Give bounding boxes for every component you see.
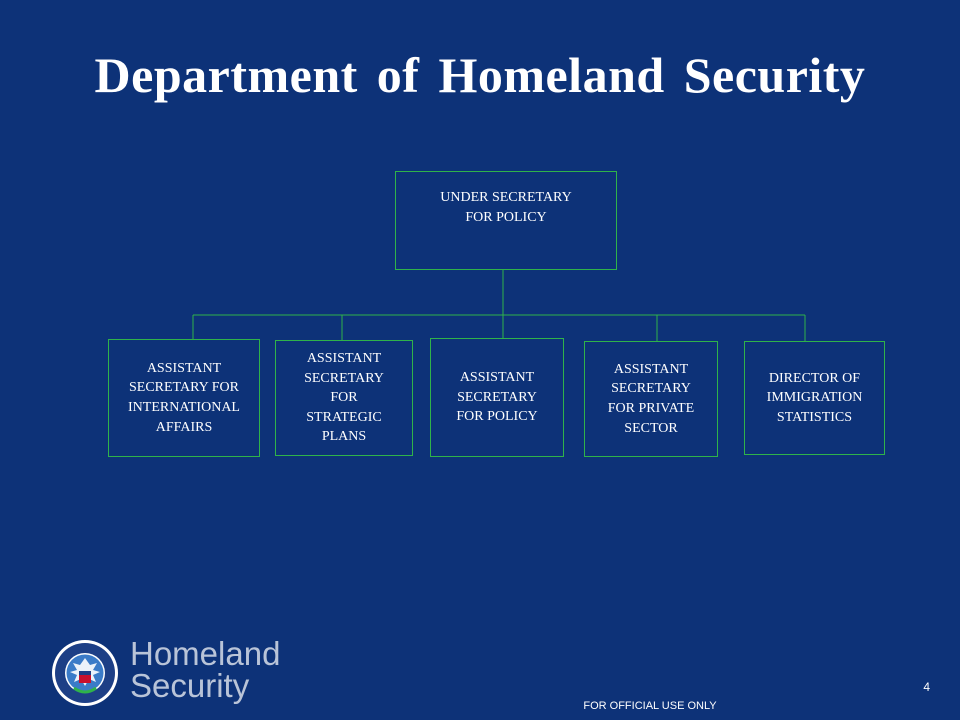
org-box-under-secretary xyxy=(395,171,617,270)
wordmark-line1: Homeland xyxy=(130,635,281,672)
org-box-international-affairs xyxy=(108,339,260,457)
org-box-label: DIRECTOR OF IMMIGRATION STATISTICS xyxy=(766,370,863,425)
classification-footer: FOR OFFICIAL USE ONLY xyxy=(583,700,717,712)
org-box-label: ASSISTANT SECRETARY FOR PRIVATE SECTOR xyxy=(607,361,695,436)
org-box-assistant-policy xyxy=(430,338,564,457)
wordmark-line2: Security xyxy=(130,667,250,704)
org-box-label: ASSISTANT SECRETARY FOR STRATEGIC PLANS xyxy=(304,351,384,445)
org-box-label: UNDER SECRETARY FOR POLICY xyxy=(440,190,572,225)
homeland-security-wordmark xyxy=(130,635,281,704)
dhs-seal-icon xyxy=(50,638,120,708)
slide-title: Department of Homeland Security xyxy=(94,47,866,103)
org-box-label: ASSISTANT SECRETARY FOR POLICY xyxy=(456,370,538,425)
page-number: 4 xyxy=(923,680,930,694)
org-box-immigration-statistics xyxy=(744,341,885,455)
org-box-strategic-plans xyxy=(275,340,413,456)
org-box-private-sector xyxy=(584,341,718,457)
org-box-label: ASSISTANT SECRETARY FOR INTERNATIONAL AFFAIRS xyxy=(128,360,240,435)
